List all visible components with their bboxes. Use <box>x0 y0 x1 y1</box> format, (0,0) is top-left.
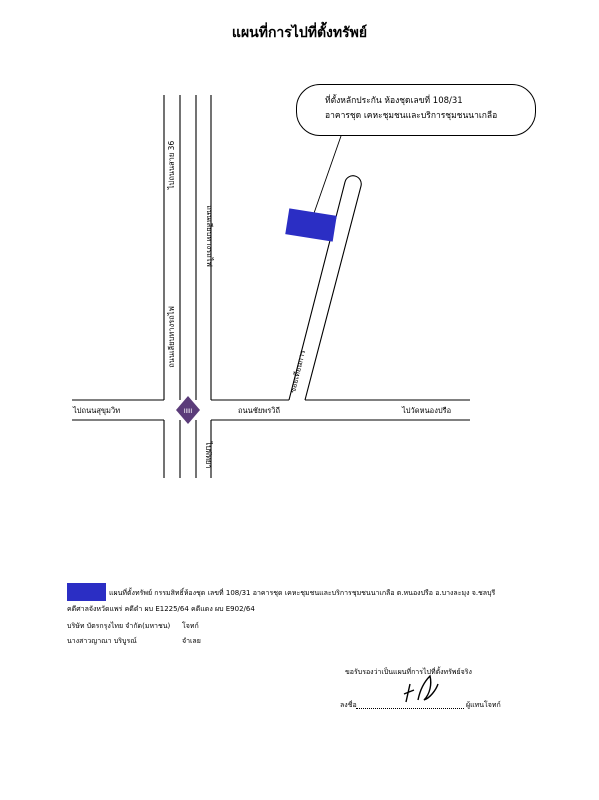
page-title: แผนที่การไปที่ตั้งทรัพย์ <box>231 25 368 41</box>
label-to-pattaya: ไปพัทยา <box>204 441 213 469</box>
label-to-wat-nong-prue: ไปวัดหนองปรือ <box>402 406 452 415</box>
case-info: คดีศาลจังหวัดแพร่ คดีดำ ผบ E1225/64 คดีแดง ผบ E902/64 <box>67 605 255 613</box>
defendant-role: จำเลย <box>182 637 201 645</box>
sign-prefix: ลงชื่อ <box>340 701 357 709</box>
label-railway-left: ถนนเลียบทางรถไฟ <box>167 306 176 368</box>
sign-suffix: ผู้แทนโจทก์ <box>466 701 501 709</box>
legend-description: แผนที่ตั้งทรัพย์ กรรมสิทธิ์ห้องชุด เลขที่ 108/31 อาคารชุด เคหะชุมชนและบริการชุมชนนาเกลือ ต.หนองปรือ อ.บางละมุง จ.ชลบุรี <box>109 589 496 597</box>
label-railway-right: ถนนเลียบทางรถไฟ <box>205 205 214 267</box>
label-to-sai36: ไปถนนสาย 36 <box>167 140 176 190</box>
callout-line-2: อาคารชุด เคหะชุมชนและบริการชุมชนนาเกลือ <box>325 111 498 121</box>
signature-line <box>356 708 464 709</box>
plaintiff-name: บริษัท บัตรกรุงไทย จำกัด(มหาชน) <box>67 622 171 630</box>
label-to-sukhumvit: ไปถนนสุขุมวิท <box>73 406 121 415</box>
plaintiff-role: โจทก์ <box>182 622 199 630</box>
property-location-marker <box>285 208 336 241</box>
defendant-name: นางสาวญาณา บริบูรณ์ <box>67 637 137 645</box>
certify-statement: ขอรับรองว่าเป็นแผนที่การไปที่ตั้งทรัพย์จริง <box>345 668 472 676</box>
callout-pointer <box>313 136 341 216</box>
label-chaiyaphruek: ถนนชัยพรวิถี <box>238 406 281 415</box>
signature-drawing <box>404 676 438 702</box>
label-soi: ซอยเทียนการ <box>287 349 308 394</box>
intersection-marker-label: IIIII <box>183 408 193 415</box>
legend-swatch <box>67 583 106 601</box>
callout-line-1: ที่ตั้งหลักประกัน ห้องชุดเลขที่ 108/31 <box>325 96 463 106</box>
property-callout <box>296 84 536 136</box>
